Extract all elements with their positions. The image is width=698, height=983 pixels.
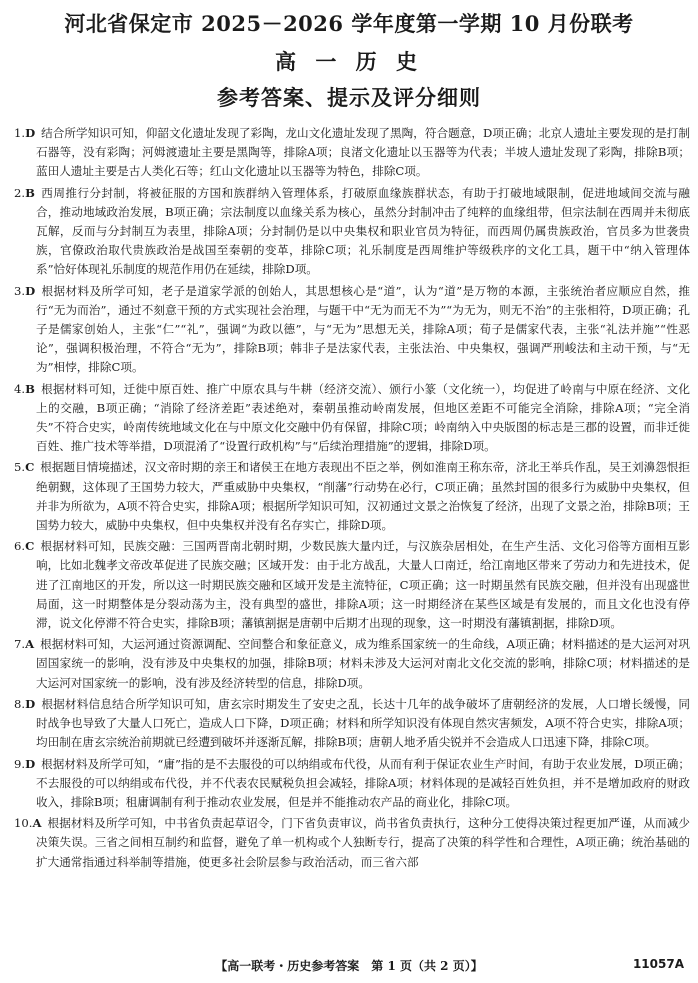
item-explanation: 根据材料及所学可知，老子是道家学派的创始人，其思想核心是“道”，认为“道”是万物的本源，主张统治者应顺应自然，推行“无为而治”，通过不刻意干预的方式实现社会治理，与题干中“无为而无不为”“为无为，则无不治”的主张相符，D项正确；孔子是儒家创始人，主张“仁”“礼”，强调“为政以德”，与“无为”思想无关，排除A项；荀子是儒家代表，主张“礼法并施”“性恶论”，强调积极治理，不符合“无为”，排除B项；韩非子是法家代表，主张法治、中央集权，强调严刑峻法和主动干预，与“无为”相悖，排除C项。 — [36, 283, 690, 375]
item-explanation: 根据材料可知，迁徙中原百姓、推广中原农具与牛耕（经济交流）、颁行小篆（文化统一），均促进了岭南与中原在经济、文化上的交融，B项正确；“消除了经济差距”表述绝对，秦朝虽推动岭南发展，但地区差距不可能完全消除，排除A项；“完全消失”不符合史实，岭南传统地域文化在与中原文化交融中仍有保留，排除C项；岭南纳入中央版图的标志是三郡的设置，而非迁徙百姓、推广技术等举措，D项混淆了“设置行政机构”与“后续治理措施”的逻辑，排除D项。 — [36, 381, 690, 454]
item-explanation: 根据材料信息结合所学知识可知，唐玄宗时期发生了安史之乱，长达十几年的战争破坏了唐朝经济的发展，人口增长缓慢，同时战争也导致了大量人口死亡，造成人口下降，D项正确；材料和所学知识没有体现自然灾害频发，A项不符合史实，排除A项；均田制在唐玄宗统治前期就已经遭到破坏并逐渐瓦解，排除B项；唐朝人地矛盾尖锐并不会造成人口迅速下降，排除C项。 — [36, 696, 690, 750]
item-answer: D — [25, 696, 36, 711]
item-number: 8. — [14, 696, 26, 711]
item-explanation: 根据材料可知，大运河通过资源调配、空间整合和象征意义，成为维系国家统一的生命线，A项正确；材料描述的是大运河对巩固国家统一的影响，没有涉及中央集权的加强，排除B项；材料未涉及大运河对南北文化交流的影响，排除C项；材料描述的是大运河对国家统一的影响，没有涉及经济转型的信息，排除D项。 — [36, 637, 690, 690]
answer-item-9 — [14, 755, 690, 813]
answer-item-7 — [14, 635, 690, 693]
item-number: 5. — [14, 460, 26, 475]
item-explanation: 根据材料及所学可知，中书省负责起草诏令，门下省负责审议，尚书省负责执行，这种分工使得决策过程更加严谨，从而减少决策失误。三省之间相互制约和监督，避免了单一机构或个人独断专行，提高了决策的科学性和合理性，A项正确；统治基础的扩大通常指通过科举制等措施，使更多社会阶层参与政治活动，而三省六部 — [36, 816, 690, 869]
item-number: 7. — [14, 637, 26, 652]
subject-title: 高 一 历 史 — [275, 49, 423, 74]
answer-item-6 — [14, 537, 690, 633]
answer-item-8 — [14, 695, 690, 753]
item-explanation: 西周推行分封制，将被征服的方国和族群纳入管理体系，打破原血缘族群状态，有助于打破地域限制，促进地域间交流与融合，推动地域政治发展，B项正确；宗法制度以血缘关系为核心，虽然分封制冲击了纯粹的血缘组带，但宗法制在西周并未彻底瓦解，反而与分封制互为表里，排除A项；分封制仍是以中央集权和职业官员为特征，而西周仍属贵族政治，官员多为世袭贵族，官僚政治取代贵族政治是战国至秦朝的变革，排除C项；礼乐制度是西周维护等级秩序的文化工具，题干中“纳入管理体系”恰好体现礼乐制度的规范作用仍在延续，排除D项。 — [36, 185, 690, 277]
item-answer: B — [25, 185, 35, 200]
item-answer: D — [25, 126, 36, 140]
item-answer: B — [25, 381, 35, 396]
item-answer: D — [25, 756, 36, 771]
answer-item-4 — [14, 380, 690, 457]
item-number: 1. — [14, 126, 26, 140]
item-answer: C — [25, 539, 35, 554]
answer-subtitle: 参考答案、提示及评分细则 — [217, 85, 481, 110]
answer-item-3 — [14, 282, 690, 378]
item-explanation: 根据题目情境描述，汉文帝时期的亲王和诸侯王在地方表现出不臣之举，例如淮南王称东帝，济北王举兵作乱，吴王刘濞怨恨拒绝朝觐，这体现了王国势力较大，严重威胁中央集权，“削藩”行动势在必行，C项正确；虽然封国的很多行为威胁中央集权，但并非为所欲为，A项不符合史实，排除A项；根据所学知识可知，汉初通过文景之治恢复了经济，出现了文景之治，排除B项；王国势力较大，威胁中央集权，但中央集权并没有名存实亡，排除D项。 — [36, 460, 690, 533]
answer-list — [14, 124, 690, 874]
item-answer: A — [32, 816, 42, 831]
page-footer — [0, 955, 698, 975]
item-answer: A — [25, 637, 35, 652]
item-number: 3. — [14, 283, 26, 298]
item-answer: C — [25, 460, 35, 475]
answer-item-10 — [14, 814, 690, 872]
item-number: 6. — [14, 539, 26, 554]
answer-item-1 — [14, 124, 690, 182]
item-number: 10. — [14, 816, 33, 831]
footer-page-info: 【高一联考・历史参考答案 第 1 页（共 2 页）】 — [215, 959, 483, 973]
item-answer: D — [25, 283, 36, 298]
item-explanation: 根据材料及所学可知，“庸”指的是不去服役的可以纳绢或布代役，从而有利于保证农业生产时间，有助于农业发展，D项正确；不去服役的可以纳绢或布代役，并不代表农民赋税负担会减轻，排除A项；材料体现的是减轻百姓负担，并不是增加政府的财政收入，排除B项；租庸调制有利于推动农业发展，但是并不能推动农产品的商业化，排除C项。 — [36, 756, 690, 809]
item-explanation: 结合所学知识可知，仰韶文化遗址发现了彩陶，龙山文化遗址发现了黑陶，符合题意，D项正确；北京人遗址主要发现的是打制石器等，没有彩陶；河姆渡遗址主要是黑陶等，排除A项；良渚文化遗址以玉器等为代表；半坡人遗址发现了彩陶，排除B项；蓝田人遗址主要是古人类化石等；红山文化遗址以玉器等为特色，排除C项。 — [36, 126, 690, 179]
answer-item-5 — [14, 458, 690, 535]
footer-exam-code: 11057A — [632, 957, 684, 971]
item-number: 2. — [14, 185, 26, 200]
exam-title: 河北省保定市 2025－2026 学年度第一学期 10 月份联考 — [64, 11, 634, 36]
item-explanation: 根据材料可知，民族交融：三国两晋南北朝时期，少数民族大量内迁，与汉族杂居相处，在生产生活、文化习俗等方面相互影响，比如北魏孝文帝改革促进了民族交融；区域开发：由于北方战乱，大量人口南迁，给江南地区带来了劳动力和先进技术，促进了江南地区的开发，所以这一时期民族交融和区域开发是主流特征，C项正确；这一时期虽然有民族交融，但并没有出现盛世局面，这一时期整体是分裂动荡为主，没有典型的盛世，排除A项；这一时期经济在某些区域是有发展的，而且文化也没有停滞，说文化停滞不符合史实，排除B项；藩镇割据是唐朝中后期才出现的现象，这一时期没有藩镇割据，排除D项。 — [36, 539, 690, 631]
answer-item-2 — [14, 184, 690, 280]
item-number: 4. — [14, 381, 26, 396]
item-number: 9. — [14, 756, 26, 771]
